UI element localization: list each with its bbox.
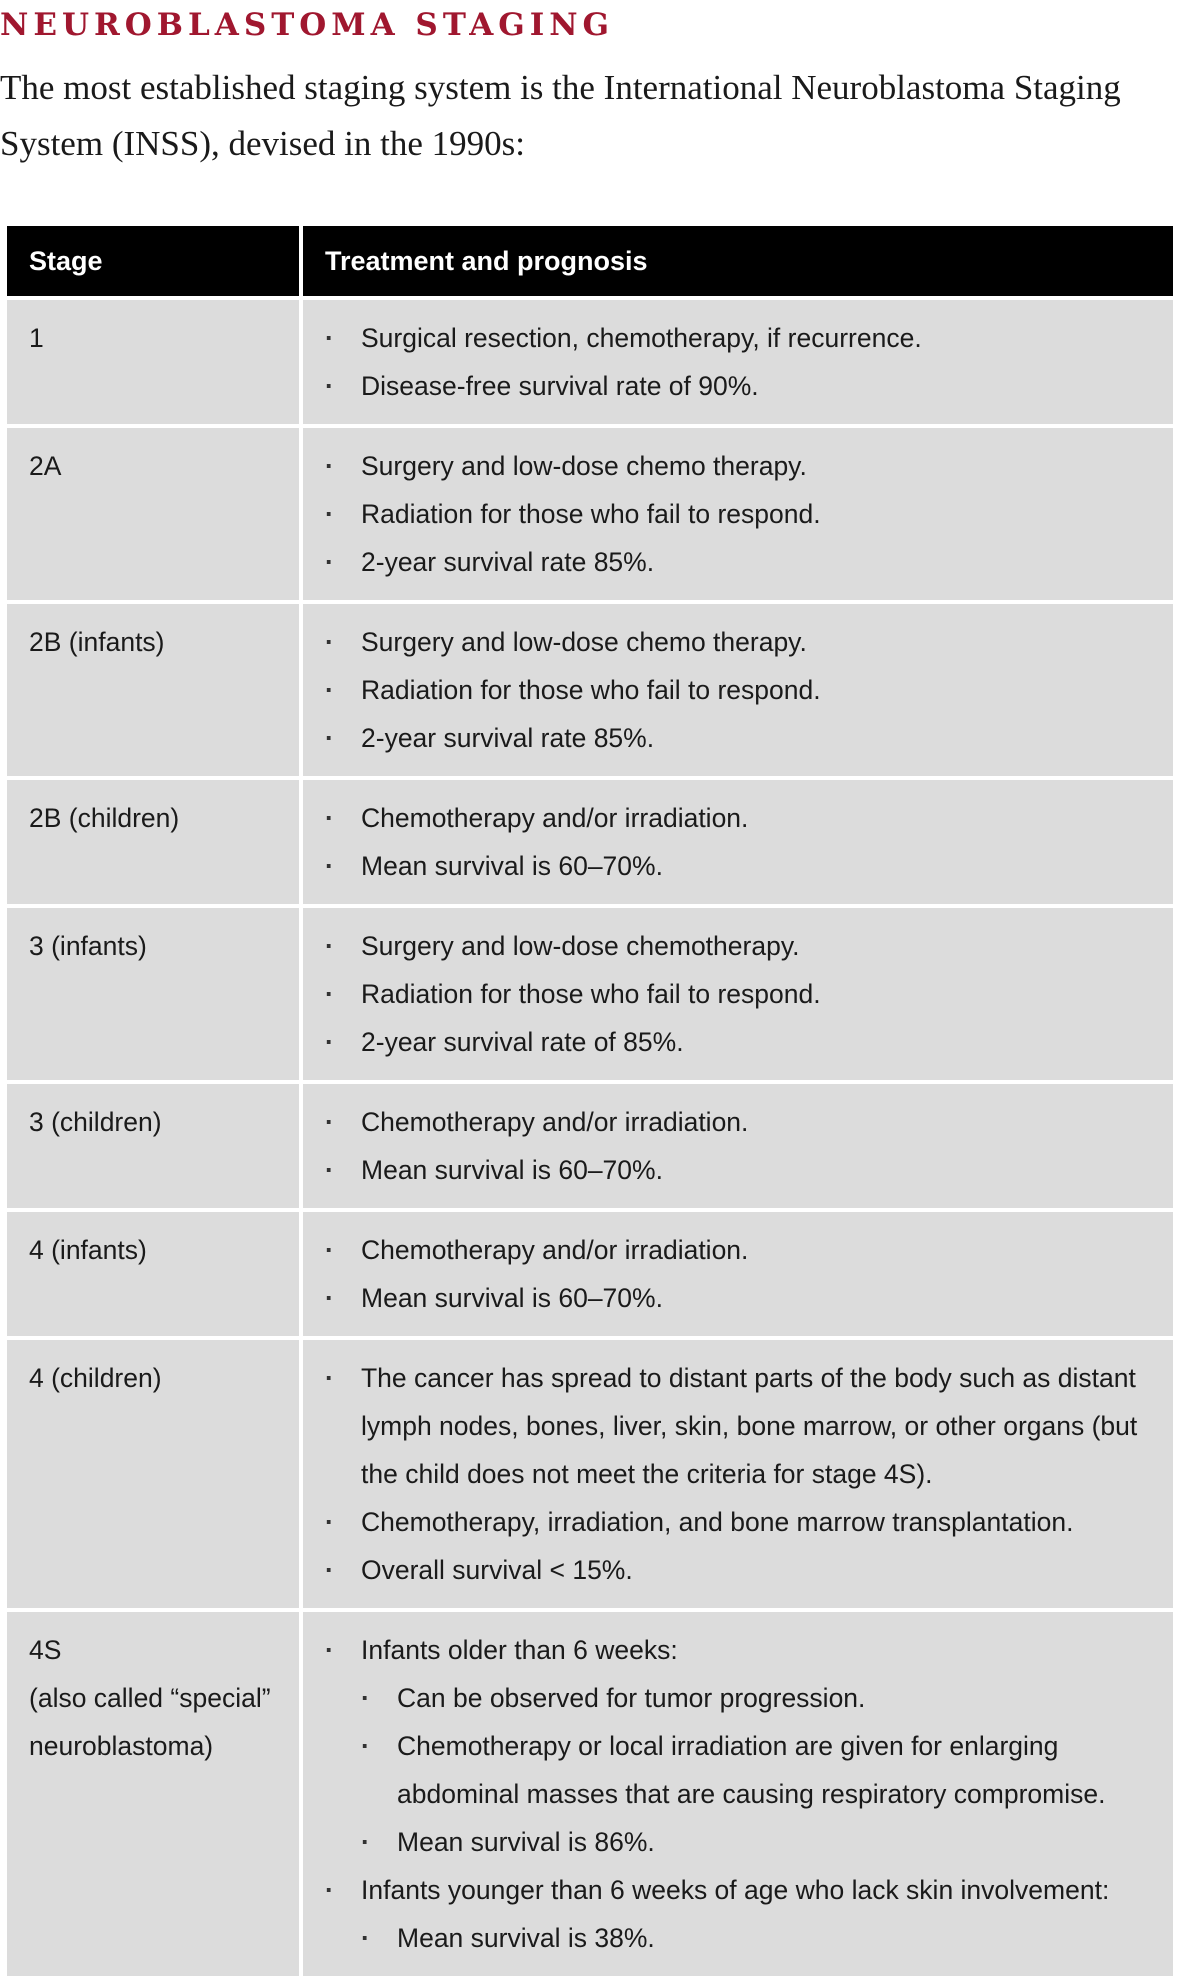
intro-paragraph: The most established staging system is the International Neuroblastoma Staging System (INSS), devised in the 1990s: <box>0 68 1121 163</box>
list-item-text: Overall survival < 15%. <box>361 1555 633 1585</box>
list-item <box>325 922 1153 970</box>
stage-cell <box>7 604 299 776</box>
list-item <box>325 442 1153 490</box>
list-item-text: Radiation for those who fail to respond. <box>361 979 821 1009</box>
list-item-text: 2-year survival rate 85%. <box>361 723 655 753</box>
list-item-text: Disease-free survival rate of 90%. <box>361 371 759 401</box>
table-header <box>7 226 1173 296</box>
list-item-text: Infants younger than 6 weeks of age who lack skin involvement: <box>361 1875 1110 1905</box>
sub-list-item-text: Mean survival is 38%. <box>397 1923 655 1953</box>
list-item-text: 2-year survival rate of 85%. <box>361 1027 684 1057</box>
sub-list-item-text: Chemotherapy or local irradiation are given for enlarging abdominal masses that are causing respiratory compromise. <box>397 1731 1106 1809</box>
stage-label: 3 (children) <box>29 1107 162 1137</box>
table-row <box>7 428 1173 600</box>
list-item <box>325 1098 1153 1146</box>
sub-list-item-text: Can be observed for tumor progression. <box>397 1683 866 1713</box>
stage-label: 2A <box>29 451 62 481</box>
treatment-list <box>325 442 1153 586</box>
stage-label: 4S <box>29 1635 62 1665</box>
list-item <box>325 1866 1153 1962</box>
treatment-list <box>325 1354 1153 1594</box>
treatment-list <box>325 314 1153 410</box>
stage-cell <box>7 1084 299 1208</box>
header-stage: Stage <box>7 226 299 296</box>
list-item <box>325 618 1153 666</box>
list-item <box>325 1354 1153 1498</box>
list-item-text: Surgery and low-dose chemotherapy. <box>361 931 800 961</box>
list-item <box>325 714 1153 762</box>
sub-list-item-text: Mean survival is 86%. <box>397 1827 655 1857</box>
table-row <box>7 1084 1173 1208</box>
table-row <box>7 300 1173 424</box>
treatment-cell <box>303 1612 1173 1976</box>
stage-cell <box>7 780 299 904</box>
list-item-text: Surgery and low-dose chemo therapy. <box>361 451 807 481</box>
staging-table <box>3 222 1177 1980</box>
sub-list-item <box>361 1818 1153 1866</box>
table-body <box>7 300 1173 1976</box>
stage-label: 2B (children) <box>29 803 180 833</box>
stage-label: 4 (children) <box>29 1363 162 1393</box>
stage-cell <box>7 908 299 1080</box>
sub-list <box>361 1674 1153 1866</box>
treatment-list <box>325 794 1153 890</box>
treatment-cell <box>303 1340 1173 1608</box>
header-treatment: Treatment and prognosis <box>303 226 1173 296</box>
stage-label: (also called “special” <box>29 1683 271 1713</box>
list-item <box>325 842 1153 890</box>
list-item-text: Radiation for those who fail to respond. <box>361 675 821 705</box>
treatment-cell <box>303 604 1173 776</box>
table-row <box>7 604 1173 776</box>
table-row <box>7 1340 1173 1608</box>
treatment-cell <box>303 908 1173 1080</box>
list-item <box>325 970 1153 1018</box>
treatment-cell <box>303 780 1173 904</box>
stage-label: neuroblastoma) <box>29 1731 214 1761</box>
list-item-text: The cancer has spread to distant parts of the body such as distant lymph nodes, bones, liver, skin, bone marrow, or other organs (but the child does not meet the criteria for stage 4S). <box>361 1363 1138 1489</box>
list-item <box>325 1274 1153 1322</box>
list-item <box>325 538 1153 586</box>
treatment-list <box>325 922 1153 1066</box>
treatment-cell <box>303 428 1173 600</box>
list-item-text: Infants older than 6 weeks: <box>361 1635 678 1665</box>
list-item <box>325 1018 1153 1066</box>
stage-cell <box>7 1340 299 1608</box>
sub-list-item <box>361 1722 1153 1818</box>
list-item-text: Chemotherapy and/or irradiation. <box>361 1235 749 1265</box>
section-heading: NEUROBLASTOMA STAGING <box>0 7 615 43</box>
sub-list-item <box>361 1914 1153 1962</box>
table-row <box>7 1212 1173 1336</box>
header-row <box>7 226 1173 296</box>
list-item-text: Mean survival is 60–70%. <box>361 851 663 881</box>
table-row <box>7 1612 1173 1976</box>
treatment-cell <box>303 300 1173 424</box>
list-item <box>325 1226 1153 1274</box>
list-item <box>325 362 1153 410</box>
list-item-text: 2-year survival rate 85%. <box>361 547 655 577</box>
stage-cell <box>7 1612 299 1976</box>
treatment-list <box>325 1098 1153 1194</box>
list-item <box>325 1146 1153 1194</box>
list-item <box>325 794 1153 842</box>
list-item-text: Mean survival is 60–70%. <box>361 1283 663 1313</box>
table-row <box>7 908 1173 1080</box>
list-item-text: Chemotherapy, irradiation, and bone marrow transplantation. <box>361 1507 1074 1537</box>
sub-list-item <box>361 1674 1153 1722</box>
list-item-text: Chemotherapy and/or irradiation. <box>361 1107 749 1137</box>
list-item <box>325 314 1153 362</box>
list-item-text: Mean survival is 60–70%. <box>361 1155 663 1185</box>
stage-cell <box>7 428 299 600</box>
list-item-text: Surgical resection, chemotherapy, if recurrence. <box>361 323 922 353</box>
stage-label: 3 (infants) <box>29 931 147 961</box>
stage-label: 1 <box>29 323 44 353</box>
list-item-text: Radiation for those who fail to respond. <box>361 499 821 529</box>
stage-cell <box>7 1212 299 1336</box>
table-row <box>7 780 1173 904</box>
list-item <box>325 1498 1153 1546</box>
list-item <box>325 1546 1153 1594</box>
treatment-list <box>325 618 1153 762</box>
stage-label: 2B (infants) <box>29 627 165 657</box>
list-item <box>325 1626 1153 1866</box>
sub-list <box>361 1914 1153 1962</box>
treatment-cell <box>303 1212 1173 1336</box>
treatment-cell <box>303 1084 1173 1208</box>
list-item <box>325 490 1153 538</box>
treatment-list <box>325 1626 1153 1962</box>
list-item <box>325 666 1153 714</box>
stage-cell <box>7 300 299 424</box>
list-item-text: Chemotherapy and/or irradiation. <box>361 803 749 833</box>
list-item-text: Surgery and low-dose chemo therapy. <box>361 627 807 657</box>
treatment-list <box>325 1226 1153 1322</box>
stage-label: 4 (infants) <box>29 1235 147 1265</box>
